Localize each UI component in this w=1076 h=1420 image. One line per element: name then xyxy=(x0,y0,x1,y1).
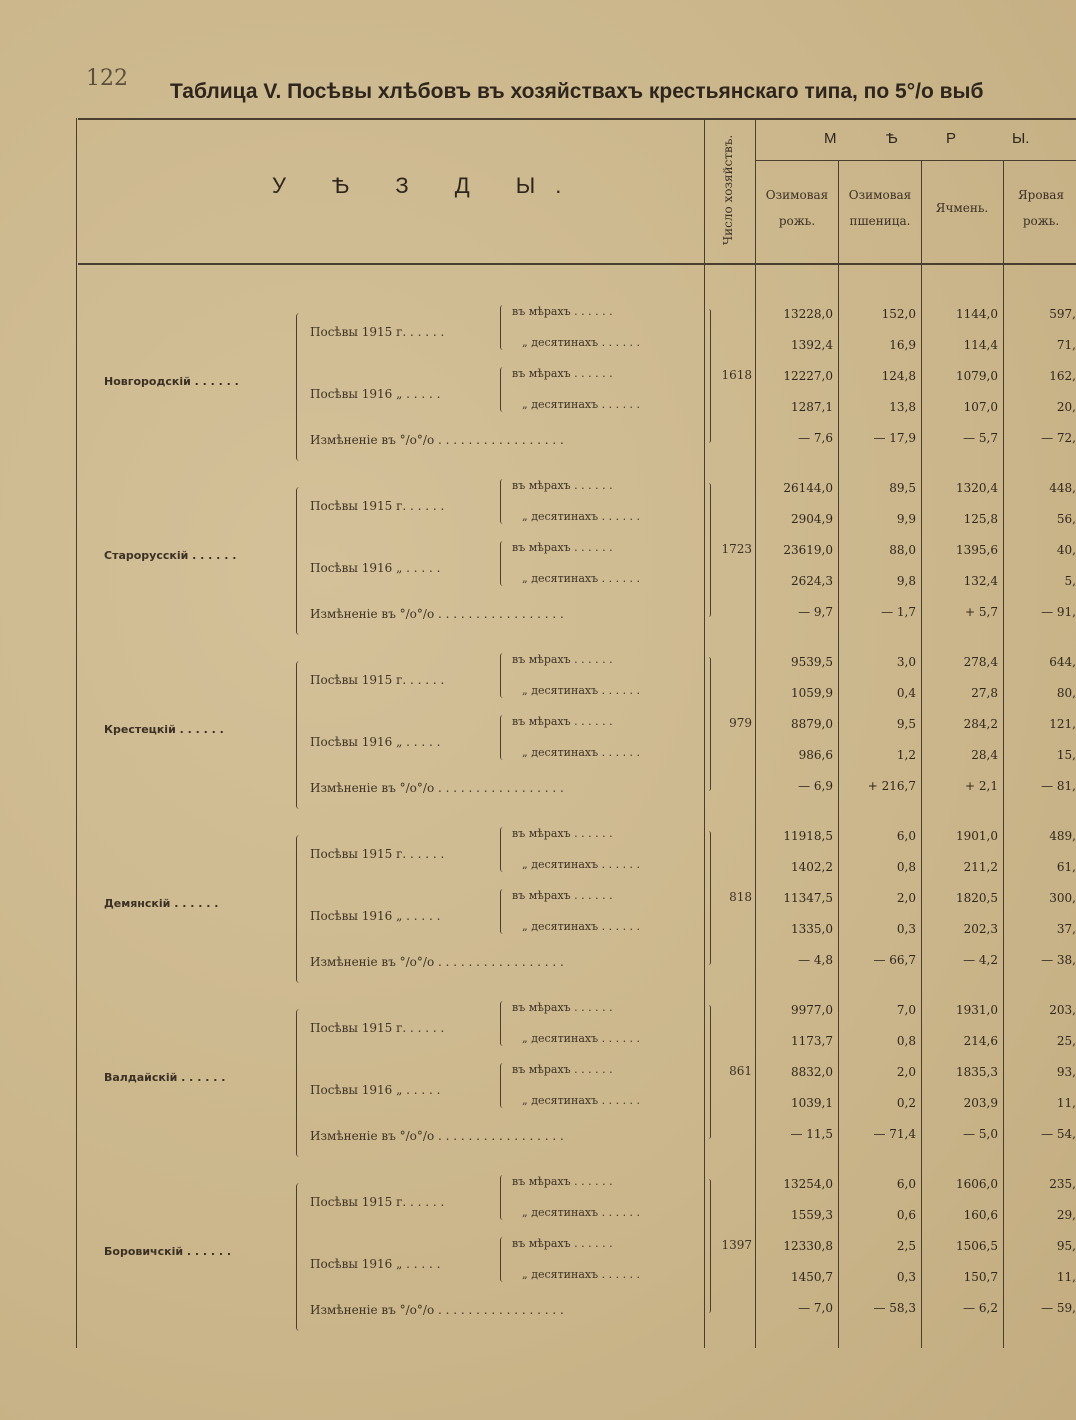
mery-letter-2: Ѣ xyxy=(886,130,898,147)
table-cell: 202,3 xyxy=(963,922,998,936)
table-cell: — 11,5 xyxy=(790,1127,833,1141)
table-cell: 1395,6 xyxy=(956,543,998,557)
desyatina-label: „ десятинахъ . . . . . . xyxy=(522,746,641,759)
table-cell: 235, xyxy=(1049,1177,1076,1191)
sub-brace xyxy=(500,653,506,698)
measure-label: въ мѣрахъ . . . . . . xyxy=(512,889,613,902)
table-cell: — 6,2 xyxy=(963,1301,998,1315)
desyatina-label: „ десятинахъ . . . . . . xyxy=(522,1206,641,1219)
table-cell: 9,8 xyxy=(896,574,916,588)
table-cell: 150,7 xyxy=(963,1270,998,1284)
measure-label: въ мѣрахъ . . . . . . xyxy=(512,305,613,318)
table-cell: — 91, xyxy=(1041,605,1076,619)
district-name: Новгородскій . . . . . . xyxy=(104,375,239,388)
col3-rule xyxy=(1003,161,1004,1348)
district-brace xyxy=(296,487,303,635)
sown-1916-label: Посѣвы 1916 „ . . . . . xyxy=(310,561,441,575)
measure-label: въ мѣрахъ . . . . . . xyxy=(512,1063,613,1076)
mery-rule xyxy=(756,160,1076,161)
table-cell: 986,6 xyxy=(798,748,833,762)
measure-label: въ мѣрахъ . . . . . . xyxy=(512,1175,613,1188)
table-cell: + 216,7 xyxy=(867,779,916,793)
district-brace xyxy=(296,313,303,461)
desyatina-label: „ десятинахъ . . . . . . xyxy=(522,920,641,933)
col2-rule xyxy=(921,161,922,1348)
table-cell: 13228,0 xyxy=(783,307,833,321)
table-cell: — 72, xyxy=(1041,431,1076,445)
district-name: Валдайскій . . . . . . xyxy=(104,1071,226,1084)
table-cell: 93, xyxy=(1056,1065,1076,1079)
sub-brace xyxy=(500,715,506,760)
desyatina-label: „ десятинахъ . . . . . . xyxy=(522,684,641,697)
sub-brace xyxy=(500,479,506,524)
measure-label: въ мѣрахъ . . . . . . xyxy=(512,827,613,840)
table-cell: 27,8 xyxy=(971,686,998,700)
district-name: Демянскій . . . . . . xyxy=(104,897,219,910)
table-cell: 1931,0 xyxy=(956,1003,998,1017)
households-count: 861 xyxy=(729,1064,752,1078)
table-cell: + 5,7 xyxy=(965,605,998,619)
mery-letter-1: М xyxy=(824,130,837,147)
count-brace xyxy=(706,483,711,617)
district-brace xyxy=(296,835,303,983)
table-cell: 2624,3 xyxy=(791,574,833,588)
table-cell: 6,0 xyxy=(896,829,916,843)
table-cell: 5, xyxy=(1064,574,1076,588)
sub-brace xyxy=(500,827,506,872)
count-brace xyxy=(706,657,711,791)
table-cell: 89,5 xyxy=(889,481,916,495)
table-cell: 1287,1 xyxy=(791,400,833,414)
table-cell: 1079,0 xyxy=(956,369,998,383)
table-cell: — 81, xyxy=(1041,779,1076,793)
table-cell: 214,6 xyxy=(963,1034,998,1048)
sub-brace xyxy=(500,1001,506,1046)
sown-1915-label: Посѣвы 1915 г. . . . . . xyxy=(310,499,445,513)
page-number: 122 xyxy=(86,66,128,91)
count-brace xyxy=(706,1179,711,1313)
mery-letter-3: Р xyxy=(946,130,957,147)
desyatina-label: „ десятинахъ . . . . . . xyxy=(522,398,641,411)
change-label: Измѣненіе въ °/о°/о . . . . . . . . . . . . . . . . . xyxy=(310,781,564,795)
measure-label: въ мѣрахъ . . . . . . xyxy=(512,653,613,666)
sub-brace xyxy=(500,1063,506,1108)
table-cell: 597, xyxy=(1049,307,1076,321)
sub-brace xyxy=(500,305,506,350)
table-cell: 9539,5 xyxy=(791,655,833,669)
table-cell: 0,8 xyxy=(896,1034,916,1048)
desyatina-label: „ десятинахъ . . . . . . xyxy=(522,1094,641,1107)
table-cell: 23619,0 xyxy=(783,543,833,557)
left-rule xyxy=(76,118,77,1348)
table-cell: 1402,2 xyxy=(791,860,833,874)
table-cell: 13,8 xyxy=(889,400,916,414)
table-cell: 11347,5 xyxy=(783,891,833,905)
measure-label: въ мѣрахъ . . . . . . xyxy=(512,367,613,380)
table-cell: 11, xyxy=(1056,1096,1076,1110)
table-cell: — 5,7 xyxy=(963,431,998,445)
table-cell: + 2,1 xyxy=(965,779,998,793)
table-cell: 121, xyxy=(1049,717,1076,731)
measure-label: въ мѣрахъ . . . . . . xyxy=(512,541,613,554)
table-cell: 489, xyxy=(1049,829,1076,843)
table-cell: 1835,3 xyxy=(956,1065,998,1079)
district-name: Крестецкій . . . . . . xyxy=(104,723,224,736)
measure-label: въ мѣрахъ . . . . . . xyxy=(512,1237,613,1250)
table-cell: 11, xyxy=(1056,1270,1076,1284)
col-header-winter-rye: Озимовая рожь. xyxy=(765,188,829,228)
count-brace xyxy=(706,831,711,965)
sown-1915-label: Посѣвы 1915 г. . . . . . xyxy=(310,1021,445,1035)
table-cell: 13254,0 xyxy=(783,1177,833,1191)
table-cell: 6,0 xyxy=(896,1177,916,1191)
sown-1915-label: Посѣвы 1915 г. . . . . . xyxy=(310,325,445,339)
table-cell: 9977,0 xyxy=(791,1003,833,1017)
table-cell: 8879,0 xyxy=(791,717,833,731)
measure-label: въ мѣрахъ . . . . . . xyxy=(512,479,613,492)
desyatina-label: „ десятинахъ . . . . . . xyxy=(522,572,641,585)
table-cell: 56, xyxy=(1056,512,1076,526)
table-cell: 61, xyxy=(1056,860,1076,874)
count-brace xyxy=(706,1005,711,1139)
table-cell: 107,0 xyxy=(963,400,998,414)
table-cell: 278,4 xyxy=(963,655,998,669)
col-header-spring-rye: Яровая рожь. xyxy=(1017,188,1065,228)
table-cell: 203,9 xyxy=(963,1096,998,1110)
table-cell: 37, xyxy=(1056,922,1076,936)
table-cell: 124,8 xyxy=(881,369,916,383)
table-cell: 15, xyxy=(1056,748,1076,762)
table-cell: 71, xyxy=(1056,338,1076,352)
table-cell: 1392,4 xyxy=(791,338,833,352)
table-cell: — 1,7 xyxy=(881,605,916,619)
sub-brace xyxy=(500,367,506,412)
table-cell: 0,2 xyxy=(896,1096,916,1110)
table-cell: 132,4 xyxy=(963,574,998,588)
table-cell: 1901,0 xyxy=(956,829,998,843)
table-cell: — 4,8 xyxy=(798,953,833,967)
table-cell: 211,2 xyxy=(963,860,998,874)
table-cell: 644, xyxy=(1049,655,1076,669)
col-header-winter-wheat: Озимовая пшеница. xyxy=(848,188,912,228)
table-cell: — 38, xyxy=(1041,953,1076,967)
table-cell: 1320,4 xyxy=(956,481,998,495)
table-cell: — 7,0 xyxy=(798,1301,833,1315)
table-cell: 12227,0 xyxy=(783,369,833,383)
table-cell: 0,3 xyxy=(896,922,916,936)
table-cell: 0,4 xyxy=(896,686,916,700)
top-rule xyxy=(78,118,1076,120)
district-name: Старорусскій . . . . . . xyxy=(104,549,237,562)
table-cell: 12330,8 xyxy=(783,1239,833,1253)
table-cell: 40, xyxy=(1056,543,1076,557)
table-cell: — 7,6 xyxy=(798,431,833,445)
table-cell: 2,5 xyxy=(896,1239,916,1253)
table-cell: — 71,4 xyxy=(873,1127,916,1141)
table-cell: 1059,9 xyxy=(791,686,833,700)
table-cell: 284,2 xyxy=(963,717,998,731)
households-left-rule xyxy=(704,118,705,1348)
table-cell: 152,0 xyxy=(881,307,916,321)
desyatina-label: „ десятинахъ . . . . . . xyxy=(522,336,641,349)
col-header-barley: Ячмень. xyxy=(935,201,989,215)
households-count: 1397 xyxy=(721,1238,752,1252)
table-cell: 95, xyxy=(1056,1239,1076,1253)
households-header: Число хозяйствъ. xyxy=(721,134,735,246)
sown-1915-label: Посѣвы 1915 г. . . . . . xyxy=(310,673,445,687)
table-cell: — 58,3 xyxy=(873,1301,916,1315)
table-cell: — 4,2 xyxy=(963,953,998,967)
table-cell: 80, xyxy=(1056,686,1076,700)
table-cell: 448, xyxy=(1049,481,1076,495)
table-cell: — 54, xyxy=(1041,1127,1076,1141)
table-cell: 300, xyxy=(1049,891,1076,905)
sub-brace xyxy=(500,1237,506,1282)
sown-1916-label: Посѣвы 1916 „ . . . . . xyxy=(310,909,441,923)
table-cell: 20, xyxy=(1056,400,1076,414)
desyatina-label: „ десятинахъ . . . . . . xyxy=(522,1032,641,1045)
sown-1916-label: Посѣвы 1916 „ . . . . . xyxy=(310,387,441,401)
sown-1915-label: Посѣвы 1915 г. . . . . . xyxy=(310,1195,445,1209)
mery-letter-4: Ы. xyxy=(1012,130,1030,147)
table-cell: — 6,9 xyxy=(798,779,833,793)
table-cell: 16,9 xyxy=(889,338,916,352)
header-bottom-rule xyxy=(78,263,1076,265)
desyatina-label: „ десятинахъ . . . . . . xyxy=(522,510,641,523)
district-name: Боровичскій . . . . . . xyxy=(104,1245,232,1258)
table-cell: 203, xyxy=(1049,1003,1076,1017)
uezdy-header: У Ѣ З Д Ы. xyxy=(272,173,582,198)
measure-label: въ мѣрахъ . . . . . . xyxy=(512,715,613,728)
table-cell: 1820,5 xyxy=(956,891,998,905)
table-cell: 1559,3 xyxy=(791,1208,833,1222)
table-cell: 29, xyxy=(1056,1208,1076,1222)
table-cell: 9,9 xyxy=(896,512,916,526)
district-brace xyxy=(296,1183,303,1331)
households-count: 979 xyxy=(729,716,752,730)
table-cell: 1144,0 xyxy=(956,307,998,321)
table-cell: 26144,0 xyxy=(783,481,833,495)
district-brace xyxy=(296,1009,303,1157)
sown-1916-label: Посѣвы 1916 „ . . . . . xyxy=(310,735,441,749)
change-label: Измѣненіе въ °/о°/о . . . . . . . . . . . . . . . . . xyxy=(310,607,564,621)
table-cell: 0,8 xyxy=(896,860,916,874)
page-title: Таблица V. Посѣвы хлѣбовъ въ хозяйствахъ крестьянскаго типа, по 5°/о выб xyxy=(170,80,984,103)
change-label: Измѣненіе въ °/о°/о . . . . . . . . . . . . . . . . . xyxy=(310,433,564,447)
change-label: Измѣненіе въ °/о°/о . . . . . . . . . . . . . . . . . xyxy=(310,955,564,969)
table-cell: 11918,5 xyxy=(783,829,833,843)
households-right-rule xyxy=(755,118,756,1348)
sub-brace xyxy=(500,1175,506,1220)
count-brace xyxy=(706,309,711,443)
table-cell: 9,5 xyxy=(896,717,916,731)
table-cell: — 5,0 xyxy=(963,1127,998,1141)
col1-rule xyxy=(838,161,839,1348)
change-label: Измѣненіе въ °/о°/о . . . . . . . . . . . . . . . . . xyxy=(310,1129,564,1143)
sub-brace xyxy=(500,541,506,586)
desyatina-label: „ десятинахъ . . . . . . xyxy=(522,1268,641,1281)
table-cell: 88,0 xyxy=(889,543,916,557)
table-cell: 114,4 xyxy=(963,338,998,352)
households-count: 1618 xyxy=(721,368,752,382)
table-cell: 2,0 xyxy=(896,891,916,905)
table-cell: — 17,9 xyxy=(873,431,916,445)
table-cell: 3,0 xyxy=(896,655,916,669)
change-label: Измѣненіе въ °/о°/о . . . . . . . . . . . . . . . . . xyxy=(310,1303,564,1317)
table-cell: 7,0 xyxy=(896,1003,916,1017)
table-cell: 2904,9 xyxy=(791,512,833,526)
table-cell: 160,6 xyxy=(963,1208,998,1222)
sown-1915-label: Посѣвы 1915 г. . . . . . xyxy=(310,847,445,861)
households-count: 818 xyxy=(729,890,752,904)
table-cell: 1606,0 xyxy=(956,1177,998,1191)
sown-1916-label: Посѣвы 1916 „ . . . . . xyxy=(310,1257,441,1271)
sub-brace xyxy=(500,889,506,934)
table-cell: 1450,7 xyxy=(791,1270,833,1284)
table-cell: 0,3 xyxy=(896,1270,916,1284)
sown-1916-label: Посѣвы 1916 „ . . . . . xyxy=(310,1083,441,1097)
table-cell: 0,6 xyxy=(896,1208,916,1222)
table-cell: 8832,0 xyxy=(791,1065,833,1079)
table-cell: 1335,0 xyxy=(791,922,833,936)
measure-label: въ мѣрахъ . . . . . . xyxy=(512,1001,613,1014)
table-cell: 125,8 xyxy=(963,512,998,526)
table-cell: 162, xyxy=(1049,369,1076,383)
table-cell: 2,0 xyxy=(896,1065,916,1079)
desyatina-label: „ десятинахъ . . . . . . xyxy=(522,858,641,871)
table-cell: — 9,7 xyxy=(798,605,833,619)
table-cell: 1173,7 xyxy=(791,1034,833,1048)
table-cell: 1,2 xyxy=(896,748,916,762)
table-cell: — 59, xyxy=(1041,1301,1076,1315)
table-cell: 1506,5 xyxy=(956,1239,998,1253)
table-cell: 28,4 xyxy=(971,748,998,762)
district-brace xyxy=(296,661,303,809)
table-cell: 1039,1 xyxy=(791,1096,833,1110)
households-count: 1723 xyxy=(721,542,752,556)
table-cell: — 66,7 xyxy=(873,953,916,967)
table-cell: 25, xyxy=(1056,1034,1076,1048)
